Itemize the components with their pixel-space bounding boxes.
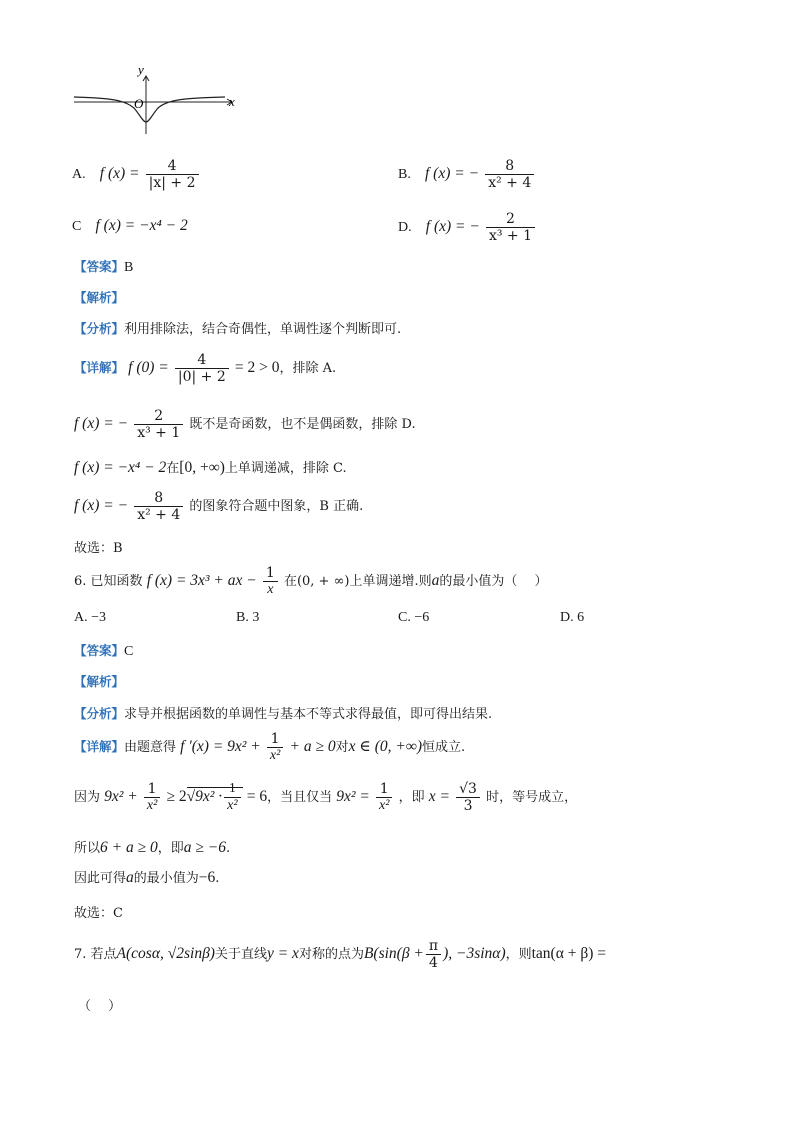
q6-option-d: D. 6 <box>560 610 585 625</box>
q6-stem: 6. 已知函数 f (x) = 3x³ + ax − $\frac{1}{x}$ 在(0, + ∞)上单调递增.则a的最小值为（ ） <box>74 565 548 598</box>
q6-detail-3: 所以6 + a ≥ 0，即a ≥ −6. <box>74 839 231 856</box>
q7-stem: 7. 若点A(cosα, √2sinβ)关于直线y = x对称的点为B(sin(β + $\frac{\pi}{4}$ ), −3sinα)，则tan(α + β) = <box>74 938 606 972</box>
q5-analysis-tag: 【解析】 <box>74 290 125 305</box>
q6-fenxi: 【分析】求导并根据函数的单调性与基本不等式求得最值，即可得出结果. <box>74 706 493 722</box>
q6-detail-4: 因此可得a的最小值为−6. <box>74 869 220 886</box>
q5-detail-3: f (x) = −x⁴ − 2在[0, +∞)上单调递减，排除 C. <box>74 459 347 476</box>
q6-option-b: B. 3 <box>236 610 260 625</box>
q5-answer: 【答案】B <box>74 259 134 275</box>
q6-option-c: C. −6 <box>398 610 430 625</box>
x-label: x <box>229 94 235 109</box>
q6-answer: 【答案】C <box>74 643 134 659</box>
curve <box>74 97 225 122</box>
q5-option-a: A. f (x) = $\frac{4}{|x| + 2}$ <box>72 158 201 191</box>
q5-detail-4: f (x) = − $\frac{8}{\text{x² + 4}}$ 的图象符合题中图象，B 正确. <box>74 490 364 524</box>
q5-fenxi: 【分析】利用排除法，结合奇偶性，单调性逐个判断即可. <box>74 321 402 337</box>
q5-detail-1: 【详解】 f (0) = $\frac{4}{|0| + 2}$ = 2 > 0，排除 A. <box>74 352 337 386</box>
q5-option-c: C f (x) = −x⁴ − 2 <box>72 217 188 234</box>
q5-option-b: B. f (x) = − $\frac{8}{\text{x² + 4}}$ <box>398 158 536 191</box>
q6-option-a: A. −3 <box>74 610 107 625</box>
q6-detail-2: 因为 9x² + $\frac{1}{\text{x²}}$ ≥ 2√9x² · $\frac{1}{\text{x²}}$ = 6，当且仅当 9x² = $\frac{1}{\text{x²}}$ ，即 x = $\frac{√3}{3}$ 时，等号成立， <box>74 781 578 815</box>
q5-detail-2: f (x) = − $\frac{2}{\text{x³ + 1}}$ 既不是奇函数，也不是偶函数，排除 D. <box>74 408 416 442</box>
q6-analysis-tag: 【解析】 <box>74 674 125 689</box>
function-graph <box>70 62 240 140</box>
q7-paren: （ ） <box>78 999 122 1014</box>
q5-conclusion: 故选：B <box>74 541 123 556</box>
origin-label: O <box>134 96 144 111</box>
q6-detail-1: 【详解】由题意得 f ′(x) = 9x² + $\frac{1}{\text{x²}}$ + a ≥ 0对x ∈ (0, +∞)恒成立. <box>74 731 466 764</box>
y-label: y <box>138 62 144 77</box>
q6-conclusion: 故选：C <box>74 906 123 921</box>
q5-option-d: D. f (x) = − $\frac{2}{\text{x³ + 1}}$ <box>398 211 537 244</box>
